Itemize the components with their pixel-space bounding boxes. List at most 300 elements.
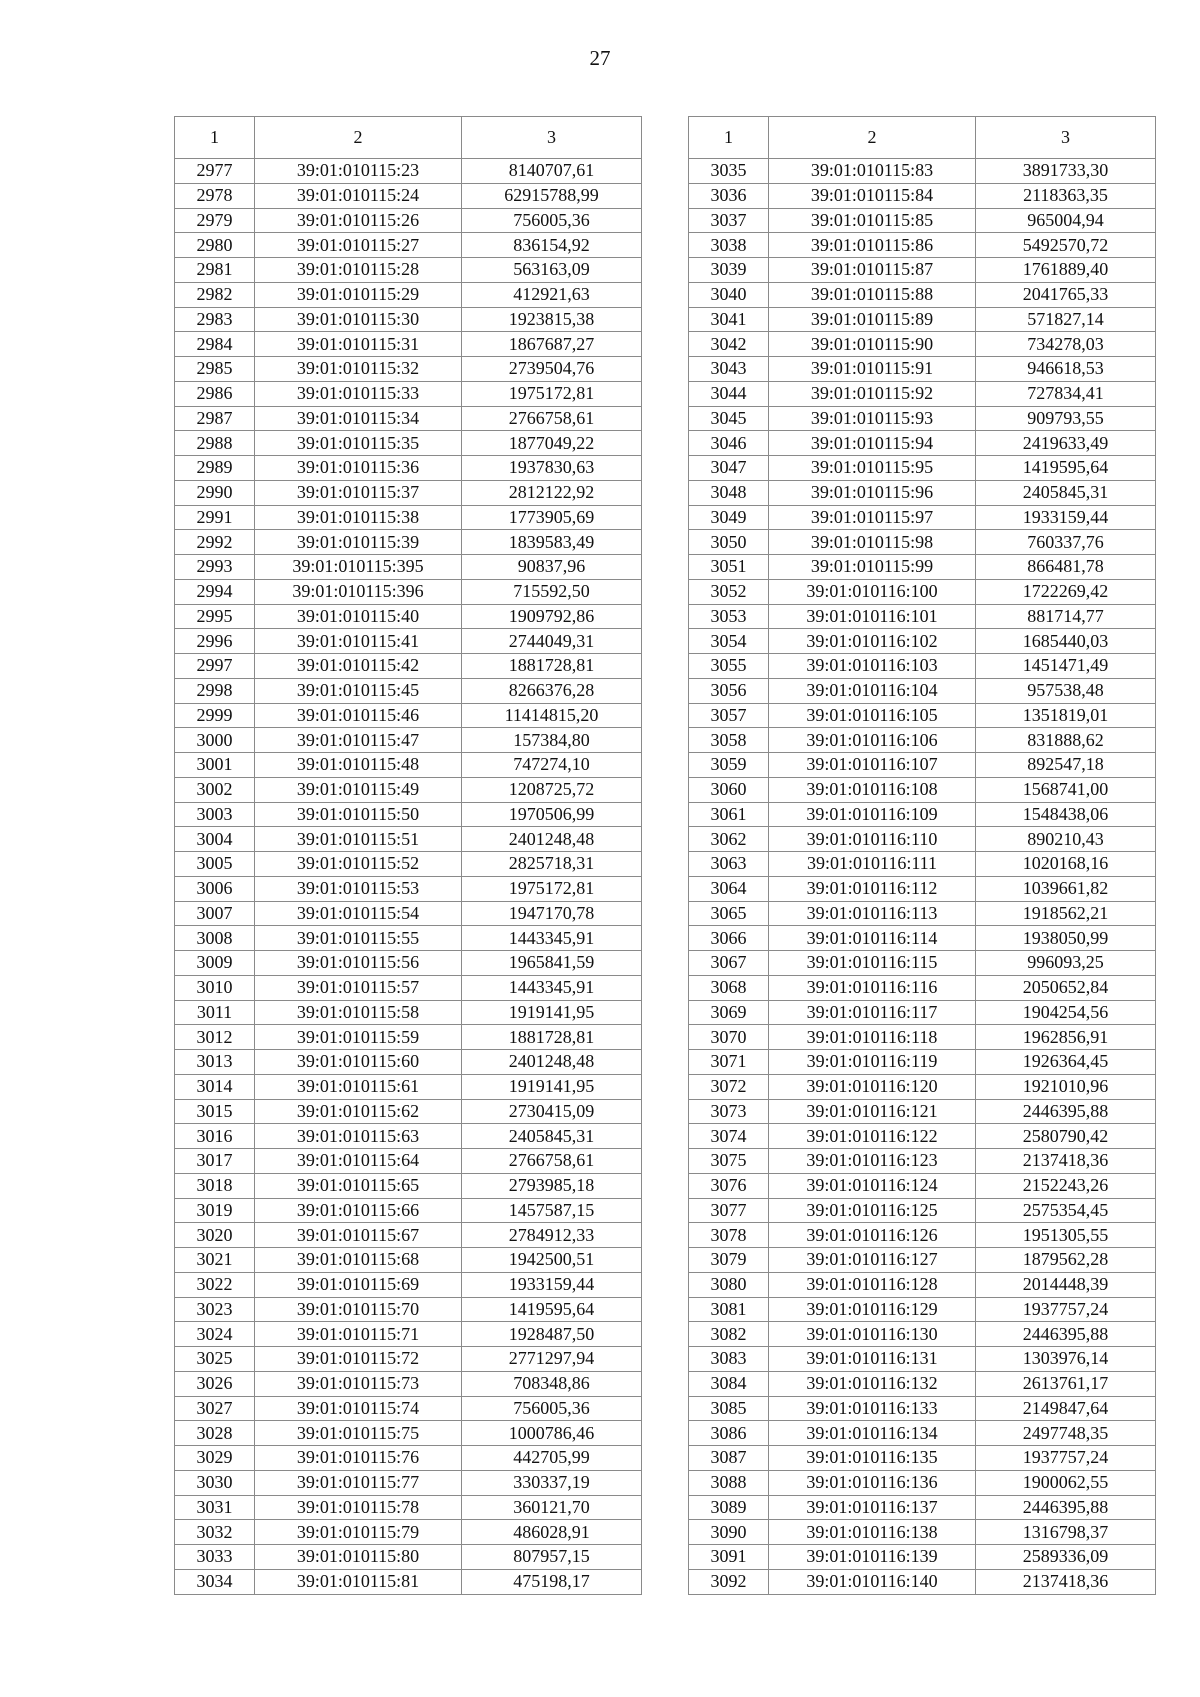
cadastral-number-cell: 39:01:010115:69 bbox=[255, 1272, 462, 1297]
cadastral-number-cell: 39:01:010116:121 bbox=[769, 1099, 976, 1124]
table-row bbox=[689, 975, 1156, 1000]
cadastral-number-cell: 39:01:010115:84 bbox=[769, 183, 976, 208]
cadastral-number-cell: 39:01:010116:130 bbox=[769, 1322, 976, 1347]
value-cell: 1923815,38 bbox=[462, 307, 642, 332]
row-number-cell: 3063 bbox=[689, 852, 769, 877]
cadastral-number-cell: 39:01:010115:396 bbox=[255, 579, 462, 604]
table-row bbox=[175, 1520, 642, 1545]
cadastral-number-cell: 39:01:010116:118 bbox=[769, 1025, 976, 1050]
cadastral-number-cell: 39:01:010116:119 bbox=[769, 1050, 976, 1075]
column-header-3: 3 bbox=[976, 117, 1156, 159]
row-number-cell: 2990 bbox=[175, 480, 255, 505]
row-number-cell: 3040 bbox=[689, 282, 769, 307]
value-cell: 727834,41 bbox=[976, 381, 1156, 406]
value-cell: 2812122,92 bbox=[462, 480, 642, 505]
value-cell: 1020168,16 bbox=[976, 852, 1156, 877]
row-number-cell: 3066 bbox=[689, 926, 769, 951]
table-row bbox=[689, 629, 1156, 654]
value-cell: 330337,19 bbox=[462, 1470, 642, 1495]
value-cell: 2766758,61 bbox=[462, 406, 642, 431]
row-number-cell: 3088 bbox=[689, 1470, 769, 1495]
row-number-cell: 3082 bbox=[689, 1322, 769, 1347]
table-row bbox=[175, 975, 642, 1000]
cadastral-number-cell: 39:01:010115:48 bbox=[255, 753, 462, 778]
value-cell: 1965841,59 bbox=[462, 951, 642, 976]
table-row bbox=[175, 901, 642, 926]
table-row bbox=[175, 802, 642, 827]
table-row bbox=[175, 951, 642, 976]
value-cell: 747274,10 bbox=[462, 753, 642, 778]
table-row bbox=[689, 208, 1156, 233]
row-number-cell: 3038 bbox=[689, 233, 769, 258]
value-cell: 2419633,49 bbox=[976, 431, 1156, 456]
row-number-cell: 3069 bbox=[689, 1000, 769, 1025]
table-row bbox=[689, 1124, 1156, 1149]
table-row bbox=[175, 827, 642, 852]
cadastral-number-cell: 39:01:010115:95 bbox=[769, 456, 976, 481]
table-row bbox=[175, 1495, 642, 1520]
table-row bbox=[175, 777, 642, 802]
row-number-cell: 3007 bbox=[175, 901, 255, 926]
cadastral-number-cell: 39:01:010116:132 bbox=[769, 1371, 976, 1396]
cadastral-number-cell: 39:01:010115:55 bbox=[255, 926, 462, 951]
row-number-cell: 3072 bbox=[689, 1074, 769, 1099]
cadastral-number-cell: 39:01:010115:28 bbox=[255, 258, 462, 283]
value-cell: 1419595,64 bbox=[976, 456, 1156, 481]
cadastral-number-cell: 39:01:010115:98 bbox=[769, 530, 976, 555]
cadastral-number-cell: 39:01:010115:90 bbox=[769, 332, 976, 357]
value-cell: 831888,62 bbox=[976, 728, 1156, 753]
table-row bbox=[175, 555, 642, 580]
row-number-cell: 3014 bbox=[175, 1074, 255, 1099]
row-number-cell: 3068 bbox=[689, 975, 769, 1000]
row-number-cell: 3058 bbox=[689, 728, 769, 753]
cadastral-number-cell: 39:01:010115:51 bbox=[255, 827, 462, 852]
table-row bbox=[689, 827, 1156, 852]
table-row bbox=[175, 1347, 642, 1372]
row-number-cell: 2997 bbox=[175, 654, 255, 679]
value-cell: 2050652,84 bbox=[976, 975, 1156, 1000]
row-number-cell: 3044 bbox=[689, 381, 769, 406]
table-row bbox=[175, 307, 642, 332]
cadastral-number-cell: 39:01:010115:81 bbox=[255, 1569, 462, 1594]
row-number-cell: 3060 bbox=[689, 777, 769, 802]
cadastral-number-cell: 39:01:010116:136 bbox=[769, 1470, 976, 1495]
cadastral-number-cell: 39:01:010115:87 bbox=[769, 258, 976, 283]
cadastral-number-cell: 39:01:010116:100 bbox=[769, 579, 976, 604]
row-number-cell: 3053 bbox=[689, 604, 769, 629]
row-number-cell: 3030 bbox=[175, 1470, 255, 1495]
value-cell: 2446395,88 bbox=[976, 1322, 1156, 1347]
value-cell: 866481,78 bbox=[976, 555, 1156, 580]
value-cell: 563163,09 bbox=[462, 258, 642, 283]
row-number-cell: 3013 bbox=[175, 1050, 255, 1075]
cadastral-number-cell: 39:01:010116:116 bbox=[769, 975, 976, 1000]
value-cell: 2739504,76 bbox=[462, 357, 642, 382]
table-row bbox=[175, 1421, 642, 1446]
row-number-cell: 3075 bbox=[689, 1149, 769, 1174]
table-header-row bbox=[175, 117, 642, 159]
table-row bbox=[175, 1396, 642, 1421]
table-row bbox=[689, 1099, 1156, 1124]
table-row bbox=[175, 876, 642, 901]
value-cell: 946618,53 bbox=[976, 357, 1156, 382]
row-number-cell: 3089 bbox=[689, 1495, 769, 1520]
table-row bbox=[689, 480, 1156, 505]
table-row bbox=[689, 1272, 1156, 1297]
row-number-cell: 2983 bbox=[175, 307, 255, 332]
table-row bbox=[689, 1520, 1156, 1545]
row-number-cell: 3005 bbox=[175, 852, 255, 877]
row-number-cell: 2985 bbox=[175, 357, 255, 382]
value-cell: 1909792,86 bbox=[462, 604, 642, 629]
row-number-cell: 3009 bbox=[175, 951, 255, 976]
table-row bbox=[689, 431, 1156, 456]
cadastral-number-cell: 39:01:010115:395 bbox=[255, 555, 462, 580]
value-cell: 881714,77 bbox=[976, 604, 1156, 629]
cadastral-number-cell: 39:01:010115:32 bbox=[255, 357, 462, 382]
cadastral-number-cell: 39:01:010115:47 bbox=[255, 728, 462, 753]
column-header-1: 1 bbox=[689, 117, 769, 159]
cadastral-number-cell: 39:01:010116:110 bbox=[769, 827, 976, 852]
cadastral-number-cell: 39:01:010116:111 bbox=[769, 852, 976, 877]
value-cell: 2149847,64 bbox=[976, 1396, 1156, 1421]
table-row bbox=[689, 530, 1156, 555]
value-cell: 1208725,72 bbox=[462, 777, 642, 802]
table-row bbox=[689, 555, 1156, 580]
row-number-cell: 3010 bbox=[175, 975, 255, 1000]
cadastral-number-cell: 39:01:010115:89 bbox=[769, 307, 976, 332]
table-row bbox=[175, 753, 642, 778]
table-row bbox=[175, 1322, 642, 1347]
value-cell: 708348,86 bbox=[462, 1371, 642, 1396]
table-row bbox=[689, 951, 1156, 976]
cadastral-number-cell: 39:01:010116:105 bbox=[769, 703, 976, 728]
row-number-cell: 3081 bbox=[689, 1297, 769, 1322]
row-number-cell: 2996 bbox=[175, 629, 255, 654]
cadastral-number-cell: 39:01:010115:40 bbox=[255, 604, 462, 629]
table-row bbox=[175, 159, 642, 184]
value-cell: 2405845,31 bbox=[462, 1124, 642, 1149]
cadastral-number-cell: 39:01:010116:129 bbox=[769, 1297, 976, 1322]
value-cell: 1881728,81 bbox=[462, 1025, 642, 1050]
value-cell: 2137418,36 bbox=[976, 1569, 1156, 1594]
table-row bbox=[689, 1322, 1156, 1347]
value-cell: 1937757,24 bbox=[976, 1297, 1156, 1322]
cadastral-number-cell: 39:01:010115:37 bbox=[255, 480, 462, 505]
row-number-cell: 2992 bbox=[175, 530, 255, 555]
cadastral-number-cell: 39:01:010116:138 bbox=[769, 1520, 976, 1545]
table-row bbox=[689, 505, 1156, 530]
table-row bbox=[689, 901, 1156, 926]
table-row bbox=[175, 629, 642, 654]
cadastral-number-cell: 39:01:010115:77 bbox=[255, 1470, 462, 1495]
cadastral-number-cell: 39:01:010115:53 bbox=[255, 876, 462, 901]
table-row bbox=[175, 1223, 642, 1248]
table-row bbox=[689, 1074, 1156, 1099]
row-number-cell: 2984 bbox=[175, 332, 255, 357]
value-cell: 1962856,91 bbox=[976, 1025, 1156, 1050]
value-cell: 1867687,27 bbox=[462, 332, 642, 357]
table-row bbox=[689, 456, 1156, 481]
value-cell: 996093,25 bbox=[976, 951, 1156, 976]
table-row bbox=[175, 604, 642, 629]
row-number-cell: 3064 bbox=[689, 876, 769, 901]
value-cell: 1316798,37 bbox=[976, 1520, 1156, 1545]
row-number-cell: 2991 bbox=[175, 505, 255, 530]
value-cell: 1919141,95 bbox=[462, 1074, 642, 1099]
cadastral-number-cell: 39:01:010115:62 bbox=[255, 1099, 462, 1124]
row-number-cell: 2986 bbox=[175, 381, 255, 406]
value-cell: 412921,63 bbox=[462, 282, 642, 307]
row-number-cell: 3036 bbox=[689, 183, 769, 208]
cadastral-number-cell: 39:01:010115:72 bbox=[255, 1347, 462, 1372]
cadastral-number-cell: 39:01:010115:24 bbox=[255, 183, 462, 208]
value-cell: 2118363,35 bbox=[976, 183, 1156, 208]
row-number-cell: 3052 bbox=[689, 579, 769, 604]
table-row bbox=[689, 1569, 1156, 1594]
value-cell: 1951305,55 bbox=[976, 1223, 1156, 1248]
row-number-cell: 3015 bbox=[175, 1099, 255, 1124]
table-row bbox=[175, 1470, 642, 1495]
table-row bbox=[175, 1050, 642, 1075]
cadastral-number-cell: 39:01:010115:56 bbox=[255, 951, 462, 976]
row-number-cell: 3085 bbox=[689, 1396, 769, 1421]
row-number-cell: 3027 bbox=[175, 1396, 255, 1421]
row-number-cell: 3033 bbox=[175, 1545, 255, 1570]
row-number-cell: 3055 bbox=[689, 654, 769, 679]
value-cell: 2401248,48 bbox=[462, 1050, 642, 1075]
cadastral-number-cell: 39:01:010115:58 bbox=[255, 1000, 462, 1025]
value-cell: 890210,43 bbox=[976, 827, 1156, 852]
value-cell: 1548438,06 bbox=[976, 802, 1156, 827]
cadastral-number-cell: 39:01:010116:107 bbox=[769, 753, 976, 778]
table-row bbox=[175, 579, 642, 604]
cadastral-number-cell: 39:01:010116:140 bbox=[769, 1569, 976, 1594]
cadastral-number-cell: 39:01:010115:85 bbox=[769, 208, 976, 233]
cadastral-number-cell: 39:01:010116:128 bbox=[769, 1272, 976, 1297]
table-row bbox=[689, 406, 1156, 431]
value-cell: 1942500,51 bbox=[462, 1248, 642, 1273]
table-row bbox=[689, 1223, 1156, 1248]
row-number-cell: 3071 bbox=[689, 1050, 769, 1075]
row-number-cell: 3008 bbox=[175, 926, 255, 951]
row-number-cell: 2977 bbox=[175, 159, 255, 184]
table-row bbox=[689, 654, 1156, 679]
cadastral-number-cell: 39:01:010116:108 bbox=[769, 777, 976, 802]
cadastral-number-cell: 39:01:010116:139 bbox=[769, 1545, 976, 1570]
cadastral-number-cell: 39:01:010115:78 bbox=[255, 1495, 462, 1520]
table-row bbox=[175, 505, 642, 530]
row-number-cell: 3047 bbox=[689, 456, 769, 481]
row-number-cell: 3086 bbox=[689, 1421, 769, 1446]
cadastral-number-cell: 39:01:010116:123 bbox=[769, 1149, 976, 1174]
table-row bbox=[175, 357, 642, 382]
table-row bbox=[175, 1124, 642, 1149]
table-row bbox=[175, 530, 642, 555]
table-row bbox=[689, 1149, 1156, 1174]
cadastral-number-cell: 39:01:010116:133 bbox=[769, 1396, 976, 1421]
value-cell: 2137418,36 bbox=[976, 1149, 1156, 1174]
table-row bbox=[689, 852, 1156, 877]
column-header-2: 2 bbox=[769, 117, 976, 159]
cadastral-number-cell: 39:01:010115:92 bbox=[769, 381, 976, 406]
row-number-cell: 3048 bbox=[689, 480, 769, 505]
row-number-cell: 3070 bbox=[689, 1025, 769, 1050]
value-cell: 2580790,42 bbox=[976, 1124, 1156, 1149]
row-number-cell: 3004 bbox=[175, 827, 255, 852]
row-number-cell: 3090 bbox=[689, 1520, 769, 1545]
table-row bbox=[175, 1198, 642, 1223]
value-cell: 2446395,88 bbox=[976, 1495, 1156, 1520]
row-number-cell: 3056 bbox=[689, 678, 769, 703]
value-cell: 2446395,88 bbox=[976, 1099, 1156, 1124]
value-cell: 2730415,09 bbox=[462, 1099, 642, 1124]
table-row bbox=[175, 1025, 642, 1050]
value-cell: 1975172,81 bbox=[462, 876, 642, 901]
table-row bbox=[175, 678, 642, 703]
column-header-1: 1 bbox=[175, 117, 255, 159]
table-row bbox=[175, 1569, 642, 1594]
cadastral-number-cell: 39:01:010115:64 bbox=[255, 1149, 462, 1174]
row-number-cell: 3050 bbox=[689, 530, 769, 555]
row-number-cell: 3062 bbox=[689, 827, 769, 852]
cadastral-number-cell: 39:01:010115:26 bbox=[255, 208, 462, 233]
value-cell: 1933159,44 bbox=[462, 1272, 642, 1297]
value-cell: 836154,92 bbox=[462, 233, 642, 258]
row-number-cell: 3057 bbox=[689, 703, 769, 728]
cadastral-number-cell: 39:01:010115:60 bbox=[255, 1050, 462, 1075]
cadastral-number-cell: 39:01:010115:39 bbox=[255, 530, 462, 555]
column-header-3: 3 bbox=[462, 117, 642, 159]
value-cell: 1947170,78 bbox=[462, 901, 642, 926]
table-row bbox=[175, 406, 642, 431]
table-row bbox=[689, 1470, 1156, 1495]
cadastral-number-cell: 39:01:010115:29 bbox=[255, 282, 462, 307]
row-number-cell: 3059 bbox=[689, 753, 769, 778]
cadastral-number-cell: 39:01:010115:97 bbox=[769, 505, 976, 530]
table-row bbox=[689, 1248, 1156, 1273]
table-row bbox=[175, 1272, 642, 1297]
cadastral-number-cell: 39:01:010115:23 bbox=[255, 159, 462, 184]
value-cell: 756005,36 bbox=[462, 208, 642, 233]
value-cell: 2793985,18 bbox=[462, 1173, 642, 1198]
row-number-cell: 3016 bbox=[175, 1124, 255, 1149]
value-cell: 756005,36 bbox=[462, 1396, 642, 1421]
row-number-cell: 2994 bbox=[175, 579, 255, 604]
row-number-cell: 2998 bbox=[175, 678, 255, 703]
cadastral-number-cell: 39:01:010116:125 bbox=[769, 1198, 976, 1223]
value-cell: 2041765,33 bbox=[976, 282, 1156, 307]
cadastral-number-cell: 39:01:010115:94 bbox=[769, 431, 976, 456]
cadastral-number-cell: 39:01:010116:103 bbox=[769, 654, 976, 679]
cadastral-number-cell: 39:01:010115:75 bbox=[255, 1421, 462, 1446]
row-number-cell: 3024 bbox=[175, 1322, 255, 1347]
table-row bbox=[689, 1000, 1156, 1025]
row-number-cell: 3021 bbox=[175, 1248, 255, 1273]
value-cell: 807957,15 bbox=[462, 1545, 642, 1570]
value-cell: 760337,76 bbox=[976, 530, 1156, 555]
cadastral-number-cell: 39:01:010116:124 bbox=[769, 1173, 976, 1198]
row-number-cell: 3037 bbox=[689, 208, 769, 233]
row-number-cell: 3091 bbox=[689, 1545, 769, 1570]
value-cell: 2589336,09 bbox=[976, 1545, 1156, 1570]
row-number-cell: 2995 bbox=[175, 604, 255, 629]
row-number-cell: 2999 bbox=[175, 703, 255, 728]
value-cell: 1722269,42 bbox=[976, 579, 1156, 604]
row-number-cell: 3018 bbox=[175, 1173, 255, 1198]
value-cell: 90837,96 bbox=[462, 555, 642, 580]
cadastral-number-cell: 39:01:010116:104 bbox=[769, 678, 976, 703]
table-row bbox=[689, 1495, 1156, 1520]
value-cell: 2575354,45 bbox=[976, 1198, 1156, 1223]
table-row bbox=[689, 678, 1156, 703]
table-row bbox=[175, 381, 642, 406]
row-number-cell: 3087 bbox=[689, 1446, 769, 1471]
table-row bbox=[689, 1173, 1156, 1198]
row-number-cell: 3034 bbox=[175, 1569, 255, 1594]
row-number-cell: 2981 bbox=[175, 258, 255, 283]
table-row bbox=[689, 777, 1156, 802]
cadastral-number-cell: 39:01:010115:30 bbox=[255, 307, 462, 332]
table-row bbox=[689, 703, 1156, 728]
cadastral-number-cell: 39:01:010115:27 bbox=[255, 233, 462, 258]
value-cell: 1351819,01 bbox=[976, 703, 1156, 728]
value-cell: 2771297,94 bbox=[462, 1347, 642, 1372]
value-cell: 2401248,48 bbox=[462, 827, 642, 852]
cadastral-number-cell: 39:01:010115:34 bbox=[255, 406, 462, 431]
value-cell: 1937757,24 bbox=[976, 1446, 1156, 1471]
value-cell: 965004,94 bbox=[976, 208, 1156, 233]
cadastral-number-cell: 39:01:010115:76 bbox=[255, 1446, 462, 1471]
page-number: 27 bbox=[589, 46, 611, 70]
register-table-left bbox=[174, 116, 642, 1595]
table-row bbox=[175, 233, 642, 258]
table-row bbox=[689, 802, 1156, 827]
value-cell: 1970506,99 bbox=[462, 802, 642, 827]
cadastral-number-cell: 39:01:010116:113 bbox=[769, 901, 976, 926]
table-row bbox=[689, 1545, 1156, 1570]
row-number-cell: 3032 bbox=[175, 1520, 255, 1545]
value-cell: 1773905,69 bbox=[462, 505, 642, 530]
cadastral-number-cell: 39:01:010115:57 bbox=[255, 975, 462, 1000]
cadastral-number-cell: 39:01:010115:80 bbox=[255, 1545, 462, 1570]
value-cell: 2152243,26 bbox=[976, 1173, 1156, 1198]
cadastral-number-cell: 39:01:010115:45 bbox=[255, 678, 462, 703]
table-row bbox=[689, 381, 1156, 406]
value-cell: 2744049,31 bbox=[462, 629, 642, 654]
row-number-cell: 3061 bbox=[689, 802, 769, 827]
table-row bbox=[689, 728, 1156, 753]
value-cell: 1839583,49 bbox=[462, 530, 642, 555]
cadastral-number-cell: 39:01:010115:46 bbox=[255, 703, 462, 728]
cadastral-number-cell: 39:01:010116:106 bbox=[769, 728, 976, 753]
cadastral-number-cell: 39:01:010116:134 bbox=[769, 1421, 976, 1446]
table-row bbox=[175, 654, 642, 679]
cadastral-number-cell: 39:01:010115:68 bbox=[255, 1248, 462, 1273]
value-cell: 1451471,49 bbox=[976, 654, 1156, 679]
row-number-cell: 3020 bbox=[175, 1223, 255, 1248]
table-row bbox=[175, 282, 642, 307]
table-row bbox=[175, 703, 642, 728]
row-number-cell: 2993 bbox=[175, 555, 255, 580]
cadastral-number-cell: 39:01:010115:79 bbox=[255, 1520, 462, 1545]
cadastral-number-cell: 39:01:010116:102 bbox=[769, 629, 976, 654]
row-number-cell: 3003 bbox=[175, 802, 255, 827]
value-cell: 1761889,40 bbox=[976, 258, 1156, 283]
cadastral-number-cell: 39:01:010116:122 bbox=[769, 1124, 976, 1149]
cadastral-number-cell: 39:01:010115:33 bbox=[255, 381, 462, 406]
